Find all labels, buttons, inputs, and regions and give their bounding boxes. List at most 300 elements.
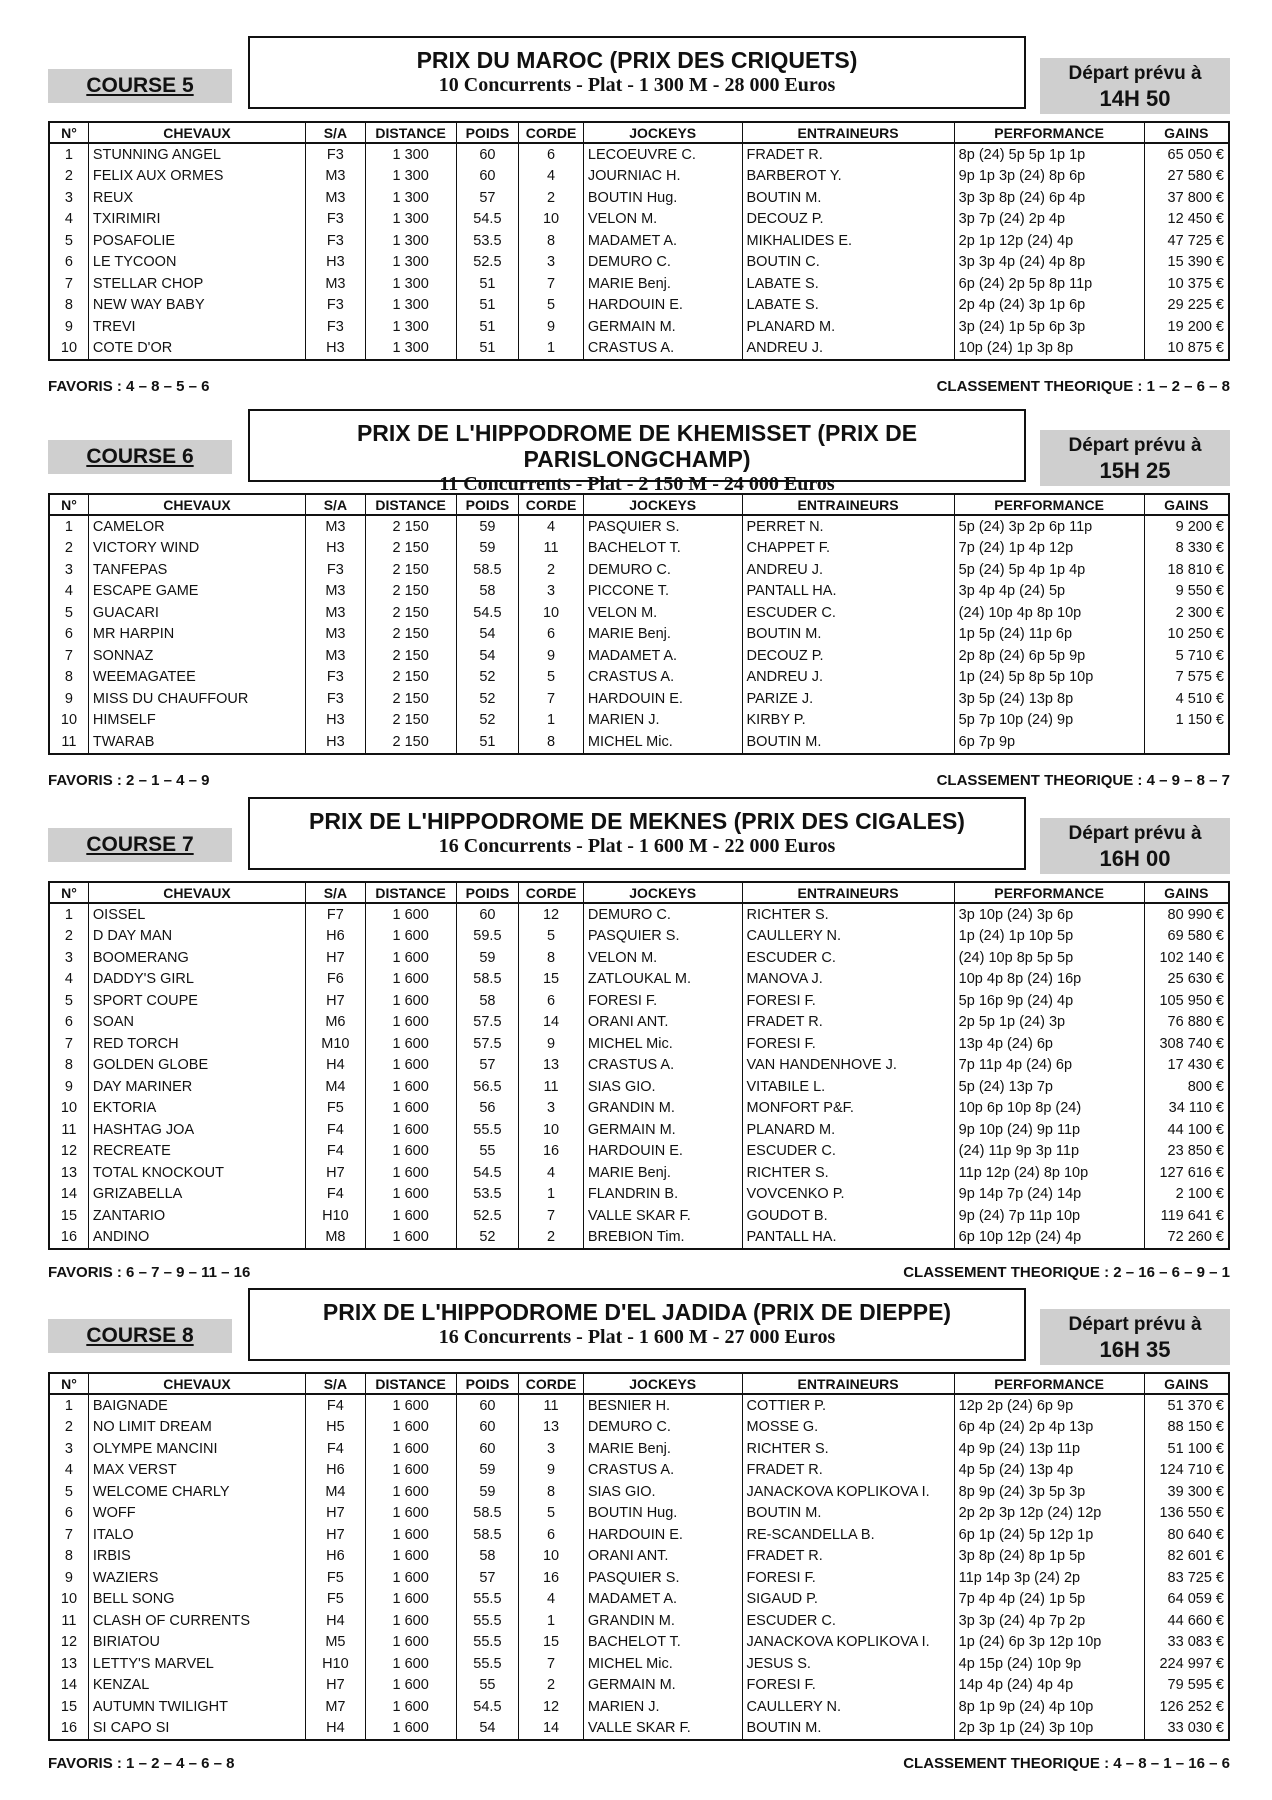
cell-draw: 5 <box>519 1503 584 1525</box>
cell-weight: 58 <box>456 1546 519 1568</box>
cell-sex-age: H7 <box>306 1524 366 1546</box>
table-header-row <box>49 494 1229 515</box>
cell-distance: 1 600 <box>365 969 456 991</box>
cell-sex-age: H6 <box>306 926 366 948</box>
table-row <box>49 143 1229 166</box>
cell-trainer: ANDREU J. <box>742 559 954 581</box>
column-header-performance: PERFORMANCE <box>954 494 1144 515</box>
cell-horse: ZANTARIO <box>88 1205 305 1227</box>
cell-jockey: SIAS GIO. <box>583 1076 742 1098</box>
column-header-jockey: JOCKEYS <box>583 122 742 143</box>
table-header-row <box>49 1373 1229 1394</box>
cell-jockey: MICHEL Mic. <box>583 1033 742 1055</box>
cell-trainer: VOVCENKO P. <box>742 1184 954 1206</box>
cell-draw: 3 <box>519 581 584 603</box>
cell-earnings: 65 050 € <box>1144 143 1229 166</box>
cell-sex-age: H7 <box>306 990 366 1012</box>
cell-performance: 2p 3p 1p (24) 3p 10p <box>954 1718 1144 1741</box>
cell-num: 4 <box>64 583 73 600</box>
cell-trainer: CAULLERY N. <box>742 926 954 948</box>
cell-distance: 1 600 <box>365 1653 456 1675</box>
cell-earnings: 19 200 € <box>1144 316 1229 338</box>
cell-jockey: BOUTIN Hug. <box>583 1503 742 1525</box>
cell-performance: 3p 3p 8p (24) 6p 4p <box>954 187 1144 209</box>
column-header-weight: POIDS <box>456 122 519 143</box>
cell-trainer: MANOVA J. <box>742 969 954 991</box>
table-row <box>49 926 1229 948</box>
cell-earnings: 69 580 € <box>1144 926 1229 948</box>
cell-weight: 57 <box>456 1567 519 1589</box>
cell-trainer: ANDREU J. <box>742 338 954 361</box>
table-row <box>49 624 1229 646</box>
table-row <box>49 166 1229 188</box>
favoris: FAVORIS : 6 – 7 – 9 – 11 – 16 <box>48 1264 251 1281</box>
cell-horse: WELCOME CHARLY <box>88 1481 305 1503</box>
cell-jockey: MARIE Benj. <box>583 1162 742 1184</box>
cell-sex-age: H6 <box>306 1546 366 1568</box>
cell-jockey: BACHELOT T. <box>583 538 742 560</box>
cell-draw: 15 <box>519 969 584 991</box>
cell-weight: 54.5 <box>456 602 519 624</box>
cell-trainer: DECOUZ P. <box>742 645 954 667</box>
table-header-row <box>49 122 1229 143</box>
cell-earnings: 2 100 € <box>1144 1184 1229 1206</box>
cell-earnings: 2 300 € <box>1144 602 1229 624</box>
cell-performance: 7p 11p 4p (24) 6p <box>954 1055 1144 1077</box>
race-title-box <box>248 36 1026 109</box>
cell-weight: 54.5 <box>456 209 519 231</box>
cell-draw: 6 <box>519 143 584 166</box>
cell-performance: 1p (24) 6p 3p 12p 10p <box>954 1632 1144 1654</box>
cell-jockey: ORANI ANT. <box>583 1546 742 1568</box>
cell-trainer: FORESI F. <box>742 1567 954 1589</box>
race-subtitle: 11 Concurrents - Plat - 2 150 M - 24 000 Euros <box>439 473 835 495</box>
cell-distance: 1 300 <box>365 230 456 252</box>
cell-sex-age: M7 <box>306 1696 366 1718</box>
runners-table <box>48 121 1230 361</box>
cell-distance: 1 300 <box>365 295 456 317</box>
cell-draw: 16 <box>519 1567 584 1589</box>
cell-trainer: BOUTIN M. <box>742 1503 954 1525</box>
cell-num: 8 <box>64 669 73 686</box>
cell-num: 9 <box>64 690 73 707</box>
cell-jockey: MADAMET A. <box>583 230 742 252</box>
cell-distance: 1 600 <box>365 1632 456 1654</box>
cell-horse: SPORT COUPE <box>88 990 305 1012</box>
cell-performance: 13p 4p (24) 6p <box>954 1033 1144 1055</box>
cell-draw: 2 <box>519 187 584 209</box>
table-row <box>49 1055 1229 1077</box>
cell-horse: TWARAB <box>88 731 305 754</box>
cell-earnings: 800 € <box>1144 1076 1229 1098</box>
cell-num: 16 <box>60 1720 78 1737</box>
cell-distance: 1 300 <box>365 252 456 274</box>
cell-performance: 8p 9p (24) 3p 5p 3p <box>954 1481 1144 1503</box>
cell-weight: 54 <box>456 624 519 646</box>
cell-distance: 1 600 <box>365 1503 456 1525</box>
cell-sex-age: F3 <box>306 143 366 166</box>
cell-horse: DADDY'S GIRL <box>88 969 305 991</box>
column-header-distance: DISTANCE <box>365 1373 456 1394</box>
race-title-box <box>248 1288 1026 1361</box>
cell-sex-age: M3 <box>306 645 366 667</box>
cell-earnings: 88 150 € <box>1144 1417 1229 1439</box>
cell-performance: 10p 6p 10p 8p (24) <box>954 1098 1144 1120</box>
cell-distance: 1 600 <box>365 947 456 969</box>
cell-performance: 8p 1p 9p (24) 4p 10p <box>954 1696 1144 1718</box>
cell-horse: POSAFOLIE <box>88 230 305 252</box>
column-header-num: N° <box>49 122 88 143</box>
cell-performance: 6p 4p (24) 2p 4p 13p <box>954 1417 1144 1439</box>
classement-theorique: CLASSEMENT THEORIQUE : 4 – 9 – 8 – 7 <box>936 772 1230 789</box>
cell-draw: 7 <box>519 688 584 710</box>
cell-jockey: VELON M. <box>583 947 742 969</box>
cell-weight: 58.5 <box>456 1503 519 1525</box>
cell-earnings: 10 375 € <box>1144 273 1229 295</box>
column-header-num: N° <box>49 882 88 903</box>
cell-weight: 54.5 <box>456 1696 519 1718</box>
column-header-distance: DISTANCE <box>365 494 456 515</box>
cell-jockey: BOUTIN Hug. <box>583 187 742 209</box>
cell-earnings: 79 595 € <box>1144 1675 1229 1697</box>
cell-draw: 10 <box>519 209 584 231</box>
cell-jockey: PASQUIER S. <box>583 515 742 538</box>
cell-performance: 9p 10p (24) 9p 11p <box>954 1119 1144 1141</box>
cell-draw: 11 <box>519 1394 584 1417</box>
cell-trainer: JANACKOVA KOPLIKOVA I. <box>742 1481 954 1503</box>
cell-earnings: 44 100 € <box>1144 1119 1229 1141</box>
cell-performance: 1p (24) 5p 8p 5p 10p <box>954 667 1144 689</box>
cell-performance: 10p (24) 1p 3p 8p <box>954 338 1144 361</box>
runners-table <box>48 881 1230 1250</box>
cell-jockey: MARIE Benj. <box>583 624 742 646</box>
cell-trainer: BOUTIN M. <box>742 187 954 209</box>
cell-draw: 1 <box>519 710 584 732</box>
cell-num: 5 <box>64 232 73 249</box>
cell-earnings: 124 710 € <box>1144 1460 1229 1482</box>
cell-num: 4 <box>64 211 73 228</box>
cell-performance: 5p (24) 13p 7p <box>954 1076 1144 1098</box>
cell-earnings: 44 660 € <box>1144 1610 1229 1632</box>
cell-weight: 59 <box>456 538 519 560</box>
cell-trainer: JANACKOVA KOPLIKOVA I. <box>742 1632 954 1654</box>
table-row <box>49 1610 1229 1632</box>
cell-jockey: HARDOUIN E. <box>583 1524 742 1546</box>
column-header-weight: POIDS <box>456 1373 519 1394</box>
cell-weight: 55.5 <box>456 1119 519 1141</box>
cell-jockey: CRASTUS A. <box>583 338 742 361</box>
cell-horse: MR HARPIN <box>88 624 305 646</box>
cell-horse: LETTY'S MARVEL <box>88 1653 305 1675</box>
table-row <box>49 990 1229 1012</box>
cell-trainer: RE-SCANDELLA B. <box>742 1524 954 1546</box>
cell-draw: 1 <box>519 338 584 361</box>
cell-earnings: 51 100 € <box>1144 1438 1229 1460</box>
cell-horse: ESCAPE GAME <box>88 581 305 603</box>
cell-earnings: 64 059 € <box>1144 1589 1229 1611</box>
departure-time: 15H 25 <box>1099 458 1171 483</box>
cell-num: 4 <box>64 971 73 988</box>
table-row <box>49 1653 1229 1675</box>
cell-trainer: RICHTER S. <box>742 1438 954 1460</box>
cell-weight: 54 <box>456 645 519 667</box>
cell-num: 2 <box>64 928 73 945</box>
cell-performance: 4p 9p (24) 13p 11p <box>954 1438 1144 1460</box>
cell-weight: 55.5 <box>456 1589 519 1611</box>
cell-num: 14 <box>60 1186 78 1203</box>
cell-earnings: 1 150 € <box>1144 710 1229 732</box>
cell-num: 12 <box>60 1634 78 1651</box>
cell-distance: 1 600 <box>365 1098 456 1120</box>
cell-num: 15 <box>60 1207 78 1224</box>
cell-draw: 4 <box>519 1589 584 1611</box>
cell-num: 13 <box>60 1164 78 1181</box>
column-header-jockey: JOCKEYS <box>583 882 742 903</box>
cell-jockey: MARIE Benj. <box>583 273 742 295</box>
cell-sex-age: F4 <box>306 1394 366 1417</box>
cell-sex-age: F3 <box>306 316 366 338</box>
cell-num: 11 <box>61 1121 77 1138</box>
cell-draw: 14 <box>519 1012 584 1034</box>
cell-performance: 2p 2p 3p 12p (24) 12p <box>954 1503 1144 1525</box>
cell-horse: COTE D'OR <box>88 338 305 361</box>
cell-earnings: 119 641 € <box>1144 1205 1229 1227</box>
cell-performance: 9p (24) 7p 11p 10p <box>954 1205 1144 1227</box>
cell-weight: 57.5 <box>456 1033 519 1055</box>
race-subtitle: 10 Concurrents - Plat - 1 300 M - 28 000 Euros <box>438 74 836 96</box>
cell-performance: (24) 10p 8p 5p 5p <box>954 947 1144 969</box>
cell-sex-age: H10 <box>306 1653 366 1675</box>
cell-weight: 52 <box>456 710 519 732</box>
cell-jockey: PASQUIER S. <box>583 926 742 948</box>
cell-jockey: FLANDRIN B. <box>583 1184 742 1206</box>
cell-performance: 10p 4p 8p (24) 16p <box>954 969 1144 991</box>
cell-earnings <box>1144 731 1229 754</box>
column-header-weight: POIDS <box>456 882 519 903</box>
cell-trainer: FRADET R. <box>742 1460 954 1482</box>
cell-performance: 6p 1p (24) 5p 12p 1p <box>954 1524 1144 1546</box>
cell-performance: 7p 4p 4p (24) 1p 5p <box>954 1589 1144 1611</box>
cell-draw: 3 <box>519 1438 584 1460</box>
cell-draw: 10 <box>519 602 584 624</box>
cell-trainer: FORESI F. <box>742 990 954 1012</box>
cell-distance: 2 150 <box>365 645 456 667</box>
cell-jockey: CRASTUS A. <box>583 667 742 689</box>
cell-trainer: LABATE S. <box>742 273 954 295</box>
cell-performance: 3p 10p (24) 3p 6p <box>954 903 1144 926</box>
cell-distance: 1 600 <box>365 1718 456 1741</box>
cell-horse: HASHTAG JOA <box>88 1119 305 1141</box>
cell-jockey: VELON M. <box>583 602 742 624</box>
departure-label: Départ prévu à <box>1068 63 1202 84</box>
cell-weight: 51 <box>456 338 519 361</box>
departure-box <box>1040 430 1230 486</box>
cell-weight: 51 <box>456 731 519 754</box>
cell-num: 11 <box>61 733 77 750</box>
cell-earnings: 126 252 € <box>1144 1696 1229 1718</box>
departure-time: 16H 35 <box>1099 1337 1171 1362</box>
cell-weight: 52 <box>456 667 519 689</box>
cell-distance: 1 300 <box>365 316 456 338</box>
cell-performance: 2p 5p 1p (24) 3p <box>954 1012 1144 1034</box>
cell-trainer: PANTALL HA. <box>742 1227 954 1250</box>
cell-horse: LE TYCOON <box>88 252 305 274</box>
cell-horse: TREVI <box>88 316 305 338</box>
cell-draw: 2 <box>519 1227 584 1250</box>
race-subtitle: 16 Concurrents - Plat - 1 600 M - 27 000 Euros <box>438 1326 836 1348</box>
cell-horse: NEW WAY BABY <box>88 295 305 317</box>
cell-performance: 3p 4p 4p (24) 5p <box>954 581 1144 603</box>
cell-trainer: VITABILE L. <box>742 1076 954 1098</box>
cell-draw: 16 <box>519 1141 584 1163</box>
cell-jockey: MADAMET A. <box>583 1589 742 1611</box>
table-row <box>49 645 1229 667</box>
cell-distance: 1 300 <box>365 143 456 166</box>
cell-trainer: DECOUZ P. <box>742 209 954 231</box>
cell-horse: EKTORIA <box>88 1098 305 1120</box>
cell-horse: DAY MARINER <box>88 1076 305 1098</box>
race-title-box <box>248 409 1026 495</box>
cell-weight: 53.5 <box>456 1184 519 1206</box>
cell-earnings: 51 370 € <box>1144 1394 1229 1417</box>
cell-performance: 3p 3p 4p (24) 4p 8p <box>954 252 1144 274</box>
cell-sex-age: H3 <box>306 710 366 732</box>
cell-performance: 6p 7p 9p <box>954 731 1144 754</box>
departure-time: 16H 00 <box>1099 846 1171 871</box>
table-row <box>49 1524 1229 1546</box>
cell-trainer: JESUS S. <box>742 1653 954 1675</box>
cell-performance: 4p 15p (24) 10p 9p <box>954 1653 1144 1675</box>
cell-sex-age: M3 <box>306 515 366 538</box>
column-header-horse: CHEVAUX <box>88 122 305 143</box>
cell-jockey: VALLE SKAR F. <box>583 1205 742 1227</box>
cell-num: 7 <box>64 1035 73 1052</box>
favoris: FAVORIS : 1 – 2 – 4 – 6 – 8 <box>48 1755 235 1772</box>
cell-trainer: BOUTIN M. <box>742 624 954 646</box>
cell-earnings: 33 030 € <box>1144 1718 1229 1741</box>
cell-trainer: BOUTIN M. <box>742 1718 954 1741</box>
cell-distance: 2 150 <box>365 559 456 581</box>
cell-jockey: PICCONE T. <box>583 581 742 603</box>
cell-draw: 9 <box>519 1033 584 1055</box>
cell-num: 9 <box>64 318 73 335</box>
table-row <box>49 1417 1229 1439</box>
cell-jockey: ORANI ANT. <box>583 1012 742 1034</box>
table-header-row <box>49 882 1229 903</box>
cell-earnings: 127 616 € <box>1144 1162 1229 1184</box>
cell-distance: 1 600 <box>365 1227 456 1250</box>
cell-num: 2 <box>64 540 73 557</box>
table-row <box>49 1012 1229 1034</box>
cell-sex-age: M3 <box>306 187 366 209</box>
cell-trainer: ESCUDER C. <box>742 947 954 969</box>
cell-num: 10 <box>60 712 78 729</box>
table-row <box>49 252 1229 274</box>
cell-weight: 60 <box>456 166 519 188</box>
cell-weight: 58.5 <box>456 969 519 991</box>
table-row <box>49 338 1229 361</box>
table-row <box>49 1503 1229 1525</box>
cell-draw: 15 <box>519 1632 584 1654</box>
cell-horse: RECREATE <box>88 1141 305 1163</box>
cell-num: 5 <box>64 1483 73 1500</box>
cell-sex-age: M4 <box>306 1481 366 1503</box>
table-row <box>49 1033 1229 1055</box>
cell-weight: 60 <box>456 143 519 166</box>
cell-jockey: CRASTUS A. <box>583 1055 742 1077</box>
cell-num: 12 <box>60 1143 78 1160</box>
cell-distance: 2 150 <box>365 710 456 732</box>
cell-weight: 60 <box>456 1394 519 1417</box>
cell-horse: ANDINO <box>88 1227 305 1250</box>
race-title-box <box>248 797 1026 870</box>
cell-jockey: DEMURO C. <box>583 1417 742 1439</box>
cell-performance: 5p 16p 9p (24) 4p <box>954 990 1144 1012</box>
cell-sex-age: F7 <box>306 903 366 926</box>
cell-distance: 1 600 <box>365 1589 456 1611</box>
column-header-distance: DISTANCE <box>365 122 456 143</box>
cell-sex-age: M3 <box>306 602 366 624</box>
cell-horse: BIRIATOU <box>88 1632 305 1654</box>
cell-trainer: FORESI F. <box>742 1675 954 1697</box>
cell-horse: AUTUMN TWILIGHT <box>88 1696 305 1718</box>
cell-weight: 58 <box>456 990 519 1012</box>
cell-trainer: BARBEROT Y. <box>742 166 954 188</box>
cell-jockey: GRANDIN M. <box>583 1098 742 1120</box>
cell-num: 3 <box>64 1440 73 1457</box>
cell-draw: 6 <box>519 990 584 1012</box>
favoris: FAVORIS : 2 – 1 – 4 – 9 <box>48 772 210 789</box>
cell-sex-age: M8 <box>306 1227 366 1250</box>
cell-draw: 10 <box>519 1546 584 1568</box>
cell-draw: 11 <box>519 538 584 560</box>
cell-horse: CLASH OF CURRENTS <box>88 1610 305 1632</box>
table-row <box>49 667 1229 689</box>
cell-draw: 2 <box>519 1675 584 1697</box>
cell-weight: 54.5 <box>456 1162 519 1184</box>
table-row <box>49 1141 1229 1163</box>
column-header-distance: DISTANCE <box>365 882 456 903</box>
cell-sex-age: M4 <box>306 1076 366 1098</box>
cell-num: 8 <box>64 1548 73 1565</box>
cell-performance: 6p 10p 12p (24) 4p <box>954 1227 1144 1250</box>
cell-num: 10 <box>60 1591 78 1608</box>
cell-sex-age: M3 <box>306 581 366 603</box>
table-row <box>49 1567 1229 1589</box>
cell-jockey: MARIEN J. <box>583 710 742 732</box>
cell-num: 8 <box>64 297 73 314</box>
cell-num: 1 <box>64 146 73 163</box>
cell-weight: 59 <box>456 947 519 969</box>
cell-performance: 1p 5p (24) 11p 6p <box>954 624 1144 646</box>
cell-draw: 8 <box>519 731 584 754</box>
table-row <box>49 538 1229 560</box>
cell-performance: (24) 11p 9p 3p 11p <box>954 1141 1144 1163</box>
table-row <box>49 1098 1229 1120</box>
cell-trainer: KIRBY P. <box>742 710 954 732</box>
cell-performance: 11p 14p 3p (24) 2p <box>954 1567 1144 1589</box>
cell-jockey: JOURNIAC H. <box>583 166 742 188</box>
departure-label: Départ prévu à <box>1068 823 1202 844</box>
table-row <box>49 602 1229 624</box>
cell-draw: 1 <box>519 1184 584 1206</box>
cell-distance: 1 600 <box>365 1460 456 1482</box>
cell-weight: 58.5 <box>456 559 519 581</box>
cell-sex-age: F6 <box>306 969 366 991</box>
cell-jockey: GERMAIN M. <box>583 1675 742 1697</box>
cell-horse: TOTAL KNOCKOUT <box>88 1162 305 1184</box>
cell-num: 7 <box>64 275 73 292</box>
